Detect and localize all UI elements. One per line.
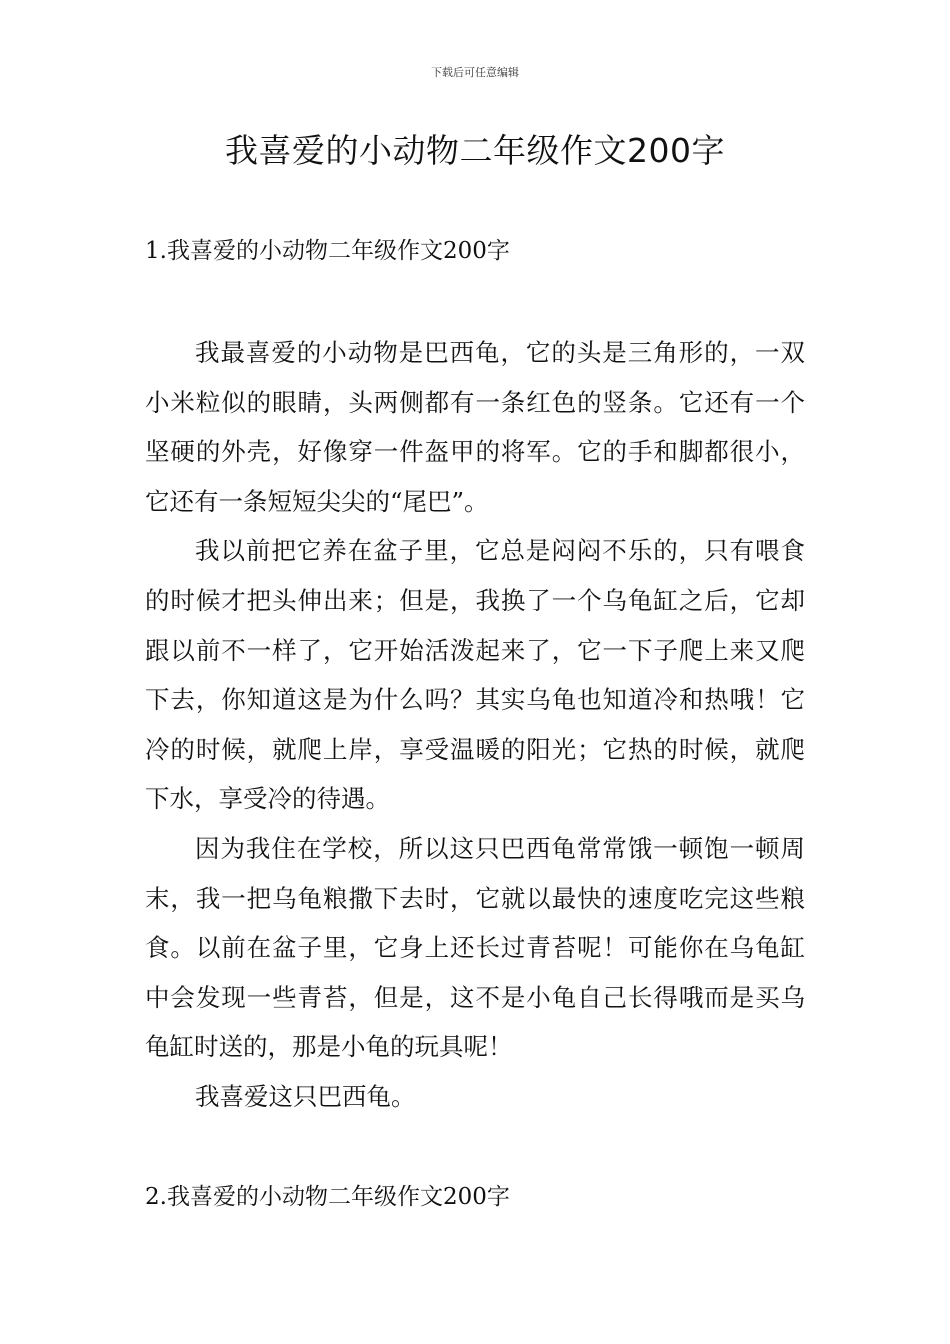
header-note: 下载后可任意编辑 <box>431 66 519 79</box>
essay-body <box>145 328 805 1122</box>
paragraph-2: 我以前把它养在盆子里，它总是闷闷不乐的，只有喂食的时候才把头伸出来；但是，我换了一个乌龟缸之后，它却跟以前不一样了，它开始活泼起来了，它一下子爬上来又爬下去，你知道这是为什么吗？其实乌龟也知道冷和热哦！它冷的时候，就爬上岸，享受温暖的阳光；它热的时候，就爬下水，享受冷的待遇。 <box>145 536 805 814</box>
paragraph-3: 因为我住在学校，所以这只巴西龟常常饿一顿饱一顿周末，我一把乌龟粮撒下去时，它就以最快的速度吃完这些粮食。以前在盆子里，它身上还长过青苔呢！可能你在乌龟缸中会发现一些青苔，但是，这不是小龟自己长得哦而是买乌龟缸时送的，那是小龟的玩具呢！ <box>145 833 805 1062</box>
paragraph-4: 我喜爱这只巴西龟。 <box>195 1081 416 1111</box>
section-heading-1: 1.我喜爱的小动物二年级作文200字 <box>145 238 510 264</box>
paragraph-1: 我最喜爱的小动物是巴西龟，它的头是三角形的，一双小米粒似的眼睛，头两侧都有一条红色的竖条。它还有一个坚硬的外壳，好像穿一件盔甲的将军。它的手和脚都很小，它还有一条短短尖尖的“尾巴”。 <box>145 338 805 516</box>
section-heading-2: 2.我喜爱的小动物二年级作文200字 <box>145 1184 510 1210</box>
page-title: 我喜爱的小动物二年级作文200字 <box>225 131 725 170</box>
